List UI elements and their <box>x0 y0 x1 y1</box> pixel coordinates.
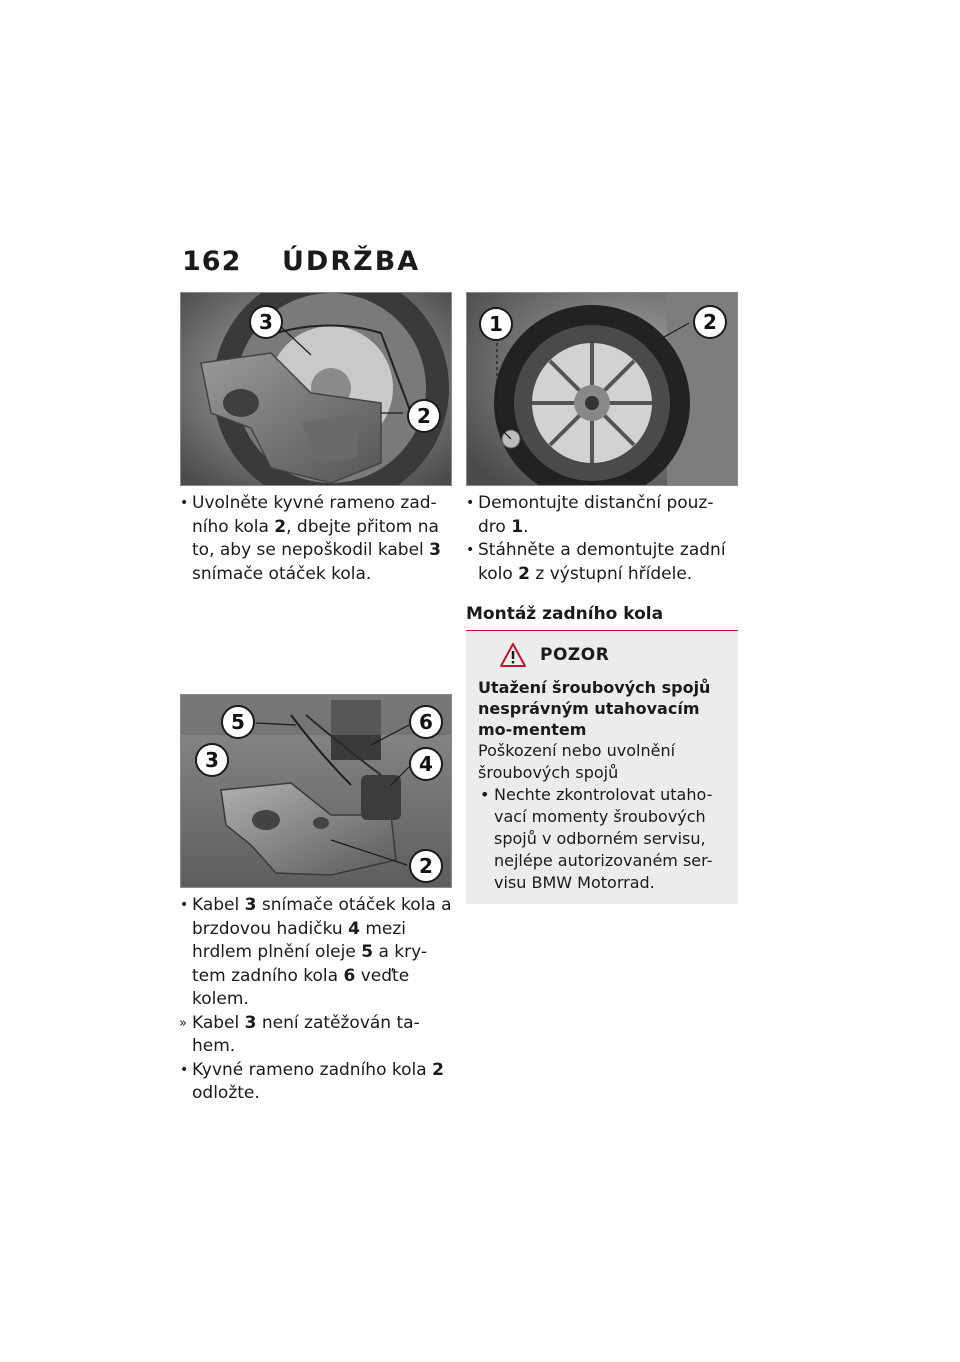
warning-triangle-icon <box>500 643 526 667</box>
swingarm-photo <box>181 293 452 486</box>
section-title: ÚDRŽBA <box>282 246 421 277</box>
step-item: • Uvolněte kyvné rameno zad- ního kola 2, dbejte přitom na to, aby se nepoškodil kabel 3 snímače otáček kola. <box>180 493 442 584</box>
page-header <box>182 246 420 277</box>
warning-header <box>500 643 728 667</box>
steps-cable-routing <box>180 894 452 1106</box>
ref-number: 1 <box>511 516 524 537</box>
ref-number: 3 <box>244 1012 257 1033</box>
ref-number: 2 <box>518 563 531 584</box>
ref-number: 5 <box>361 942 374 962</box>
bullet-mark: • <box>180 1061 189 1078</box>
bullet-mark: • <box>180 897 189 913</box>
figure-cable-routing <box>180 694 452 888</box>
callout-6: 6 <box>409 705 443 739</box>
ref-number: 2 <box>432 1059 444 1080</box>
ref-number: 6 <box>343 965 356 986</box>
result-item: » Kabel 3 není zatěžován ta-hem. <box>179 1012 420 1056</box>
warning-list <box>478 784 728 894</box>
ref-number: 3 <box>244 895 257 915</box>
page-number: 162 <box>182 246 242 277</box>
bullet-mark: • <box>466 542 475 558</box>
warning-box <box>466 631 738 904</box>
step-item: • Demontujte distanční pouz-dro 1. <box>466 493 714 537</box>
subheading-wheel-install: Montáž zadního kola <box>466 604 738 631</box>
callout-2: 2 <box>407 399 441 433</box>
callout-3: 3 <box>195 743 229 777</box>
bullet-mark: • <box>180 495 189 511</box>
left-column <box>180 292 452 1106</box>
warning-bullet: • Nechte zkontrolovat utaho-vací momenty šroubových spojů v odborném servisu, nejlépe autorizovaném ser-visu BMW Motorrad. <box>480 785 713 892</box>
bullet-mark: • <box>480 785 490 804</box>
callout-2: 2 <box>409 849 443 883</box>
steps-swingarm-loosen <box>180 492 452 586</box>
callout-5: 5 <box>221 705 255 739</box>
ref-number: 3 <box>429 540 442 560</box>
result-mark: » <box>179 1015 187 1031</box>
steps-wheel-removal <box>466 492 738 586</box>
callout-1: 1 <box>479 307 513 341</box>
callout-2: 2 <box>693 305 727 339</box>
right-column <box>466 292 738 904</box>
ref-number: 4 <box>348 918 360 939</box>
step-item: • Kabel 3 snímače otáček kola a brzdovou hadičku 4 mezi hrdlem plnění oleje 5 a kry-tem zadního kola 6 veďte kolem. <box>180 895 452 1009</box>
warning-label: POZOR <box>540 645 610 665</box>
bullet-mark: • <box>466 495 475 511</box>
callout-3: 3 <box>249 305 283 339</box>
warning-title: Utažení šroubových spojů nesprávným utahovacím mo-mentem <box>478 678 711 739</box>
step-item: • Stáhněte a demontujte zadní kolo 2 z výstupní hřídele. <box>466 540 726 584</box>
warning-text: Poškození nebo uvolnění šroubových spojů <box>478 741 676 782</box>
figure-swingarm-removal <box>180 292 452 486</box>
ref-number: 2 <box>274 516 287 537</box>
figure-wheel-removal <box>466 292 738 486</box>
callout-4: 4 <box>409 747 443 781</box>
step-item: • Kyvné rameno zadního kola 2 odložte. <box>180 1059 444 1103</box>
